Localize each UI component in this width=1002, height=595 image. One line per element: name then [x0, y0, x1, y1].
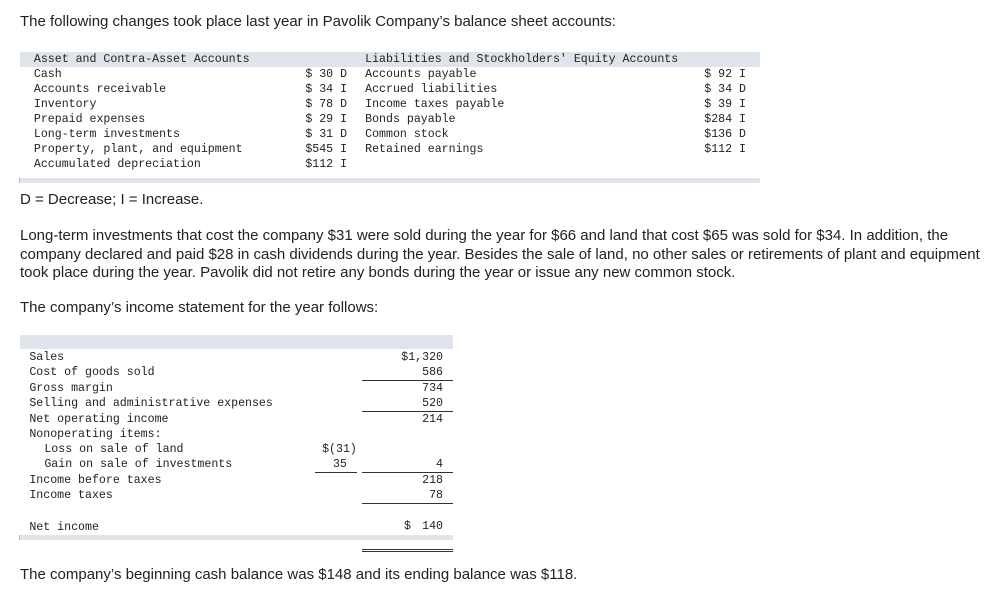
liab-header: Liabilities and Stockholders' Equity Accounts	[365, 53, 679, 66]
row-label: Gross margin	[29, 381, 113, 395]
liab-amount: $284 I	[704, 113, 746, 126]
table-row	[20, 67, 760, 82]
table-row	[20, 127, 760, 142]
closing-text: The company’s beginning cash balance was $148 and its ending balance was $118.	[20, 566, 578, 583]
table-row	[20, 82, 760, 97]
asset-amount: $ 34 I	[305, 83, 348, 96]
row-label: Income taxes	[29, 489, 113, 503]
row-label: Income before taxes	[29, 473, 162, 487]
asset-amount: $ 29 I	[305, 113, 348, 126]
table-row	[20, 97, 760, 112]
row-subvalue: $(31)	[322, 443, 357, 456]
row-label: Loss on sale of land	[44, 443, 184, 456]
balance-changes-table	[20, 52, 760, 172]
income-scroll-bar	[19, 535, 453, 540]
table-row	[20, 396, 453, 412]
table-row	[20, 504, 453, 551]
table-header-row	[20, 52, 760, 67]
row-label: Sales	[29, 351, 65, 364]
asset-name: Prepaid expenses	[33, 113, 146, 126]
table-row	[20, 157, 760, 172]
row-label: Gain on sale of investments	[44, 458, 233, 472]
asset-header: Asset and Contra-Asset Accounts	[34, 52, 305, 67]
income-intro-text: The company’s income statement for the year follows:	[20, 299, 379, 316]
row-value: 218	[422, 474, 443, 487]
liab-amount: $136 D	[704, 128, 746, 141]
row-label: Net income	[29, 520, 99, 534]
table-row	[20, 112, 760, 127]
asset-name: Long-term investments	[33, 128, 180, 141]
income-header-bar	[20, 335, 453, 349]
table-row	[20, 412, 453, 428]
narrative-paragraph: Long-term investments that cost the company $31 were sold during the year for $66 and land that cost $65 was sold for $34. In addition, the company declared and paid $28 in cash dividends during the year. Besides the sale of land, no other sales or retirements of plant and equipment took place during the year. Pavolik did not retire any bonds during the year or issue any new common stock.	[20, 227, 980, 281]
table-row	[20, 473, 453, 489]
income-statement-table	[20, 350, 453, 552]
liab-name: Common stock	[365, 128, 449, 141]
asset-amount: $112 I	[305, 158, 348, 171]
table-scroll-bar	[19, 178, 760, 183]
liab-name: Bonds payable	[365, 113, 456, 126]
asset-name: Accumulated depreciation	[33, 158, 201, 171]
row-value: 78	[362, 488, 453, 504]
asset-name: Inventory	[33, 98, 97, 111]
table-row	[20, 365, 453, 381]
row-subvalue: 35	[315, 457, 357, 473]
row-label: Net operating income	[29, 412, 169, 426]
table-row	[20, 427, 453, 442]
liab-name: Accrued liabilities	[365, 83, 498, 96]
legend-text: D = Decrease; I = Increase.	[20, 191, 204, 208]
row-value: 4	[362, 457, 453, 473]
asset-amount: $ 30 D	[305, 68, 348, 81]
liab-name: Accounts payable	[365, 68, 477, 81]
liab-amount: $112 I	[704, 143, 746, 156]
row-value: 520	[362, 396, 453, 412]
row-value: 586	[362, 365, 453, 381]
table-row	[20, 442, 453, 457]
table-row	[20, 142, 760, 157]
liab-name: Income taxes payable	[365, 98, 505, 111]
asset-amount: $ 31 D	[305, 128, 348, 141]
asset-amount: $ 78 D	[305, 98, 348, 111]
table-row	[20, 350, 453, 365]
dollar-sign: $	[403, 520, 411, 533]
liab-amount: $ 92 I	[704, 68, 746, 81]
row-value: 734	[422, 382, 443, 395]
intro-text: The following changes took place last year in Pavolik Company’s balance sheet accounts:	[20, 13, 616, 30]
row-label: Selling and administrative expenses	[29, 397, 273, 411]
row-value: 214	[422, 413, 443, 426]
table-row	[20, 488, 453, 504]
asset-name: Property, plant, and equipment	[33, 143, 243, 156]
row-value: $1,320	[401, 351, 443, 364]
liab-amount: $ 34 D	[704, 83, 746, 96]
asset-name: Cash	[33, 68, 62, 81]
table-row	[20, 381, 453, 397]
row-value: 140	[422, 520, 443, 533]
row-label: Nonoperating items:	[29, 428, 162, 441]
asset-amount: $545 I	[305, 143, 348, 156]
asset-name: Accounts receivable	[33, 83, 167, 96]
liab-amount: $ 39 I	[704, 98, 746, 111]
row-label: Cost of goods sold	[29, 366, 155, 380]
liab-name: Retained earnings	[365, 143, 484, 156]
table-row	[20, 457, 453, 473]
